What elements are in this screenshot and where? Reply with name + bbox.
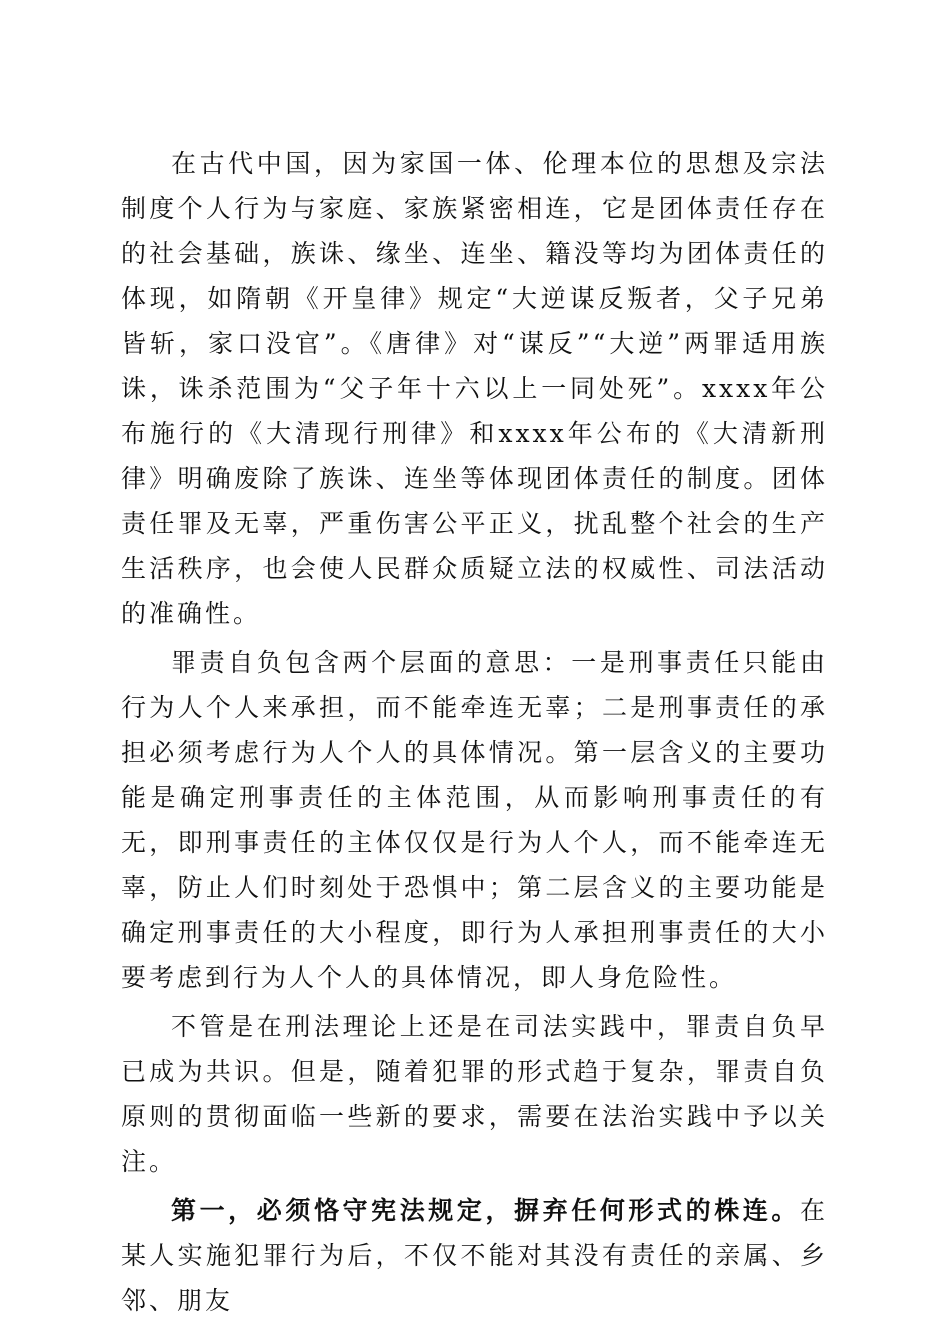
paragraph-collective-liability [121,141,828,636]
paragraph-text: 在古代中国，因为家国一体、伦理本位的思想及宗法制度个人行为与家庭、家族紧密相连，它是团体责任存在的社会基础，族诛、缘坐、连坐、籍没等均为团体责任的体现，如隋朝《开皇律》规定“大逆谋反叛者，父子兄弟皆斩，家口没官”。《唐律》对“谋反”“大逆”两罪适用族诛，诛杀范围为“父子年十六以上一同处死”。xxxx年公布施行的《大清现行刑律》和xxxx年公布的《大清新刑律》明确废除了族诛、连坐等体现团体责任的制度。团体责任罪及无辜，严重伤害公平正义，扰乱整个社会的生产生活秩序，也会使人民群众质疑立法的权威性、司法活动的准确性。 [121,149,828,628]
paragraph-text: 不管是在刑法理论上还是在司法实践中，罪责自负早已成为共识。但是，随着犯罪的形式趋于复杂，罪责自负原则的贯彻面临一些新的要求，需要在法治实践中予以关注。 [121,1012,828,1176]
paragraph-lead-bold: 第一，必须恪守宪法规定，摒弃任何形式的株连。 [171,1196,800,1225]
paragraph-consensus [121,1004,828,1184]
document-body [121,141,828,1327]
paragraph-first-requirement [121,1188,828,1323]
paragraph-self-responsibility-meaning [121,640,828,1000]
paragraph-text: 在某人实施犯罪行为后，不仅不能对其没有责任的亲属、乡邻、朋友 [121,1196,828,1315]
paragraph-text: 罪责自负包含两个层面的意思：一是刑事责任只能由行为人个人来承担，而不能牵连无辜；二是刑事责任的承担必须考虑行为人个人的具体情况。第一层含义的主要功能是确定刑事责任的主体范围，从而影响刑事责任的有无，即刑事责任的主体仅仅是行为人个人，而不能牵连无辜，防止人们时刻处于恐惧中；第二层含义的主要功能是确定刑事责任的大小程度，即行为人承担刑事责任的大小要考虑到行为人个人的具体情况，即人身危险性。 [121,648,828,992]
